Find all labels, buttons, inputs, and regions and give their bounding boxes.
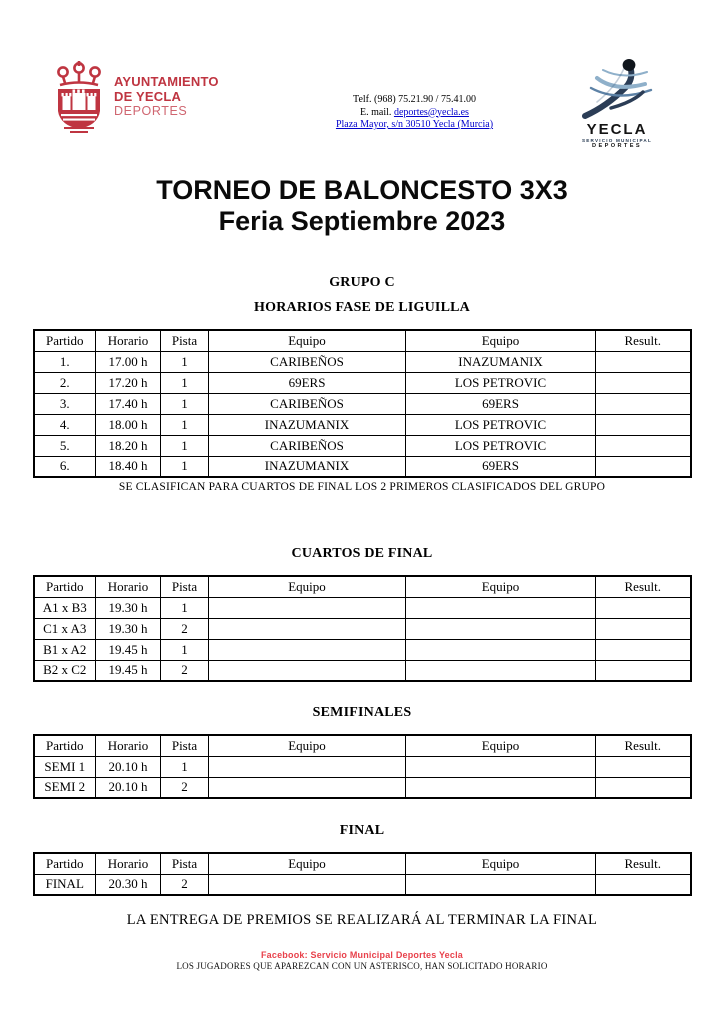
column-header: Partido — [34, 330, 96, 351]
table-cell: 20.10 h — [96, 756, 161, 777]
table-cell: 1 — [161, 597, 209, 618]
table-cell — [596, 618, 691, 639]
table-row — [34, 874, 691, 895]
table-row — [34, 777, 691, 798]
table-row — [34, 456, 691, 477]
table-cell: 19.45 h — [96, 660, 161, 681]
cuartos-table — [33, 575, 692, 682]
column-header: Partido — [34, 853, 96, 874]
table-cell: 1 — [161, 435, 209, 456]
table-cell — [596, 435, 691, 456]
table-cell: 1 — [161, 639, 209, 660]
column-header: Equipo — [209, 853, 406, 874]
table-cell: LOS PETROVIC — [406, 414, 596, 435]
table-row — [34, 597, 691, 618]
table-cell: 69ERS — [406, 393, 596, 414]
ayuntamiento-crest-icon — [52, 58, 106, 134]
column-header: Horario — [96, 853, 161, 874]
table-cell: CARIBEÑOS — [209, 435, 406, 456]
table-cell: 5. — [34, 435, 96, 456]
yecla-logo-deportes: DEPORTES — [592, 143, 642, 149]
table-cell: 1. — [34, 351, 96, 372]
document-title — [0, 175, 724, 237]
table-cell: B1 x A2 — [34, 639, 96, 660]
semifinales-table — [33, 734, 692, 799]
yecla-deportes-logo — [562, 58, 672, 149]
column-header: Result. — [596, 735, 691, 756]
table-cell: LOS PETROVIC — [406, 372, 596, 393]
table-cell: 18.40 h — [96, 456, 161, 477]
contact-address-line — [300, 119, 530, 132]
column-header: Pista — [161, 576, 209, 597]
table-cell: INAZUMANIX — [406, 351, 596, 372]
table-cell — [209, 618, 406, 639]
table-row — [34, 351, 691, 372]
table-cell — [406, 756, 596, 777]
column-header: Equipo — [406, 853, 596, 874]
yecla-athlete-icon — [567, 58, 667, 120]
table-cell: 1 — [161, 351, 209, 372]
table-cell: 18.00 h — [96, 414, 161, 435]
table-cell: SEMI 1 — [34, 756, 96, 777]
table-cell: 17.40 h — [96, 393, 161, 414]
table-row — [34, 414, 691, 435]
table-cell: 69ERS — [406, 456, 596, 477]
table-cell — [209, 756, 406, 777]
column-header: Equipo — [209, 576, 406, 597]
column-header: Result. — [596, 853, 691, 874]
table-cell: 20.10 h — [96, 777, 161, 798]
table-header-row — [34, 735, 691, 756]
table-cell: SEMI 2 — [34, 777, 96, 798]
final-table — [33, 852, 692, 896]
table-row — [34, 393, 691, 414]
table-cell — [596, 351, 691, 372]
page-footer — [0, 950, 724, 971]
column-header: Pista — [161, 735, 209, 756]
ayuntamiento-logo — [52, 58, 267, 134]
table-row — [34, 618, 691, 639]
column-header: Equipo — [209, 735, 406, 756]
column-header: Partido — [34, 576, 96, 597]
table-row — [34, 372, 691, 393]
table-cell: 18.20 h — [96, 435, 161, 456]
table-cell — [596, 414, 691, 435]
table-cell: 20.30 h — [96, 874, 161, 895]
table-cell: CARIBEÑOS — [209, 393, 406, 414]
ayuntamiento-logo-text — [114, 74, 219, 119]
table-cell — [596, 639, 691, 660]
column-header: Equipo — [406, 576, 596, 597]
table-cell: A1 x B3 — [34, 597, 96, 618]
table-header-row — [34, 576, 691, 597]
table-cell: 2 — [161, 660, 209, 681]
contact-email-label: E. mail. — [360, 106, 394, 118]
table-cell: B2 x C2 — [34, 660, 96, 681]
table-cell: 2 — [161, 777, 209, 798]
table-cell — [596, 456, 691, 477]
table-cell: 17.00 h — [96, 351, 161, 372]
contact-block — [300, 94, 530, 132]
table-cell — [406, 618, 596, 639]
table-cell: 19.30 h — [96, 597, 161, 618]
liguilla-qualification-note: SE CLASIFICAN PARA CUARTOS DE FINAL LOS 2 PRIMEROS CLASIFICADOS DEL GRUPO — [118, 481, 606, 493]
column-header: Equipo — [406, 330, 596, 351]
table-cell — [596, 756, 691, 777]
yecla-logo-name: YECLA — [586, 121, 648, 138]
table-header-row — [34, 330, 691, 351]
logo-line-de-yecla: DE YECLA — [114, 88, 182, 104]
column-header: Pista — [161, 330, 209, 351]
table-cell — [596, 393, 691, 414]
column-header: Pista — [161, 853, 209, 874]
table-cell: 6. — [34, 456, 96, 477]
heading-cuartos: CUARTOS DE FINAL — [291, 546, 433, 561]
table-cell: C1 x A3 — [34, 618, 96, 639]
asterisk-note: LOS JUGADORES QUE APAREZCAN CON UN ASTERISCO, HAN SOLICITADO HORARIO — [176, 961, 548, 971]
contact-address-link[interactable]: Plaza Mayor, s/n 30510 Yecla (Murcia) — [335, 119, 494, 130]
table-cell: 2. — [34, 372, 96, 393]
table-cell — [406, 597, 596, 618]
facebook-line: Facebook: Servicio Municipal Deportes Yecla — [260, 950, 463, 960]
yecla-logo-text — [562, 121, 672, 149]
table-cell — [209, 597, 406, 618]
column-header: Horario — [96, 330, 161, 351]
table-cell: 1 — [161, 393, 209, 414]
table-row — [34, 435, 691, 456]
heading-semifinales: SEMIFINALES — [312, 705, 412, 720]
table-cell — [406, 777, 596, 798]
yecla-logo-servicio: SERVICIO MUNICIPAL — [582, 138, 652, 143]
page-header — [0, 0, 724, 149]
contact-email-line — [300, 107, 530, 120]
column-header: Equipo — [209, 330, 406, 351]
column-header: Equipo — [406, 735, 596, 756]
table-cell — [406, 639, 596, 660]
logo-line-deportes: DEPORTES — [114, 103, 188, 118]
table-cell: 3. — [34, 393, 96, 414]
title-line-1: TORNEO DE BALONCESTO 3X3 — [156, 175, 568, 205]
table-header-row — [34, 853, 691, 874]
table-cell — [596, 874, 691, 895]
heading-grupo-c: GRUPO C — [329, 275, 395, 290]
table-cell — [406, 660, 596, 681]
column-header: Horario — [96, 576, 161, 597]
liguilla-table — [33, 329, 692, 478]
table-cell: 1 — [161, 414, 209, 435]
table-cell — [596, 372, 691, 393]
table-cell — [209, 660, 406, 681]
table-cell: 1 — [161, 372, 209, 393]
table-row — [34, 660, 691, 681]
table-row — [34, 639, 691, 660]
contact-phone: Telf. (968) 75.21.90 / 75.41.00 — [353, 94, 476, 105]
column-header: Horario — [96, 735, 161, 756]
table-cell — [209, 874, 406, 895]
table-cell: 1 — [161, 456, 209, 477]
table-cell: 19.30 h — [96, 618, 161, 639]
table-cell — [596, 660, 691, 681]
table-cell — [209, 777, 406, 798]
title-line-2: Feria Septiembre 2023 — [218, 206, 506, 236]
table-cell: 19.45 h — [96, 639, 161, 660]
table-cell: 4. — [34, 414, 96, 435]
column-header: Partido — [34, 735, 96, 756]
column-header: Result. — [596, 576, 691, 597]
contact-email-link[interactable]: deportes@yecla.es — [393, 106, 469, 118]
table-cell: CARIBEÑOS — [209, 351, 406, 372]
table-cell: 69ERS — [209, 372, 406, 393]
table-cell — [209, 639, 406, 660]
table-cell: FINAL — [34, 874, 96, 895]
table-cell: 2 — [161, 874, 209, 895]
table-cell: 2 — [161, 618, 209, 639]
table-cell: LOS PETROVIC — [406, 435, 596, 456]
heading-final: FINAL — [339, 823, 385, 838]
prize-ceremony-note: LA ENTREGA DE PREMIOS SE REALIZARÁ AL TERMINAR LA FINAL — [126, 912, 598, 928]
heading-horarios-liguilla: HORARIOS FASE DE LIGUILLA — [254, 300, 470, 315]
table-row — [34, 756, 691, 777]
table-cell: INAZUMANIX — [209, 456, 406, 477]
column-header: Result. — [596, 330, 691, 351]
table-cell — [596, 597, 691, 618]
table-cell: INAZUMANIX — [209, 414, 406, 435]
table-cell — [406, 874, 596, 895]
logo-line-ayuntamiento: AYUNTAMIENTO — [114, 73, 219, 89]
table-cell: 1 — [161, 756, 209, 777]
table-cell: 17.20 h — [96, 372, 161, 393]
table-cell — [596, 777, 691, 798]
